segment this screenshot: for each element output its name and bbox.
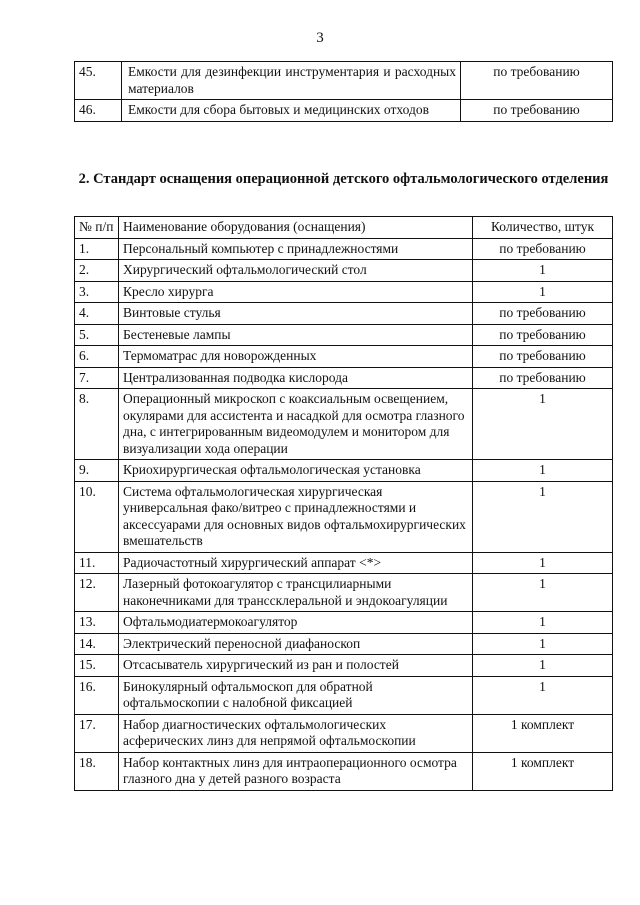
row-quantity: 1: [473, 633, 613, 655]
table-row: [75, 612, 613, 634]
row-name: Бестеневые лампы: [119, 324, 473, 346]
row-quantity: по требованию: [473, 346, 613, 368]
row-quantity: по требованию: [473, 324, 613, 346]
row-quantity: по требованию: [473, 303, 613, 325]
row-number: 45.: [75, 62, 122, 100]
row-name: Набор диагностических офтальмологических асферических линз для непрямой офтальмоскопии: [119, 714, 473, 752]
row-name: Емкости для дезинфекции инструментария и расходных материалов: [122, 62, 461, 100]
row-number: 12.: [75, 574, 119, 612]
row-number: 11.: [75, 552, 119, 574]
row-quantity: по требованию: [473, 367, 613, 389]
table-row: [75, 676, 613, 714]
row-number: 13.: [75, 612, 119, 634]
table-row: [75, 238, 613, 260]
row-name: Набор контактных линз для интраоперационного осмотра глазного дна у детей разного возраста: [119, 752, 473, 790]
header-quantity: Количество, штук: [473, 217, 613, 239]
table-row: [75, 324, 613, 346]
row-quantity: 1: [473, 481, 613, 552]
row-name: Операционный микроскоп с коаксиальным освещением, окулярами для ассистента и насадкой для осмотра глазного дна, с интегрированным видеомодулем и монитором для визуализации хода операции: [119, 389, 473, 460]
row-number: 5.: [75, 324, 119, 346]
row-name: Отсасыватель хирургический из ран и полостей: [119, 655, 473, 677]
row-number: 3.: [75, 281, 119, 303]
row-number: 2.: [75, 260, 119, 282]
row-number: 16.: [75, 676, 119, 714]
row-name: Кресло хирурга: [119, 281, 473, 303]
table-row: [75, 714, 613, 752]
table-row: [75, 481, 613, 552]
row-quantity: по требованию: [461, 62, 613, 100]
row-name: Централизованная подводка кислорода: [119, 367, 473, 389]
table-row: [75, 389, 613, 460]
row-name: Криохирургическая офтальмологическая установка: [119, 460, 473, 482]
table-row: [75, 100, 613, 122]
row-quantity: по требованию: [461, 100, 613, 122]
row-name: Термоматрас для новорожденных: [119, 346, 473, 368]
equipment-table: [74, 216, 613, 791]
table-row: [75, 367, 613, 389]
table-row: [75, 62, 613, 100]
row-number: 7.: [75, 367, 119, 389]
table-row: [75, 346, 613, 368]
row-number: 17.: [75, 714, 119, 752]
table-row: [75, 552, 613, 574]
row-number: 8.: [75, 389, 119, 460]
table-header-row: [75, 217, 613, 239]
table-row: [75, 752, 613, 790]
section-heading: 2. Стандарт оснащения операционной детского офтальмологического отделения: [78, 171, 609, 187]
row-name: Офтальмодиатермокоагулятор: [119, 612, 473, 634]
table-row: [75, 281, 613, 303]
row-name: Персональный компьютер с принадлежностями: [119, 238, 473, 260]
row-name: Бинокулярный офтальмоскоп для обратной офтальмоскопии с налобной фиксацией: [119, 676, 473, 714]
row-quantity: 1 комплект: [473, 714, 613, 752]
table-row: [75, 303, 613, 325]
continuation-table: [74, 61, 613, 122]
row-quantity: 1: [473, 612, 613, 634]
row-quantity: 1 комплект: [473, 752, 613, 790]
table-row: [75, 633, 613, 655]
row-quantity: 1: [473, 460, 613, 482]
row-number: 18.: [75, 752, 119, 790]
row-quantity: 1: [473, 260, 613, 282]
table-row: [75, 574, 613, 612]
row-number: 10.: [75, 481, 119, 552]
row-quantity: 1: [473, 389, 613, 460]
row-quantity: по требованию: [473, 238, 613, 260]
row-quantity: 1: [473, 281, 613, 303]
row-name: Хирургический офтальмологический стол: [119, 260, 473, 282]
row-name: Емкости для сбора бытовых и медицинских отходов: [122, 100, 461, 122]
row-quantity: 1: [473, 574, 613, 612]
row-number: 46.: [75, 100, 122, 122]
row-name: Система офтальмологическая хирургическая универсальная фако/витрео с принадлежностями и аксессуарами для основных видов офтальмохирургических вмешательств: [119, 481, 473, 552]
row-number: 9.: [75, 460, 119, 482]
table-row: [75, 260, 613, 282]
row-quantity: 1: [473, 655, 613, 677]
header-number: № п/п: [75, 217, 119, 239]
row-name: Лазерный фотокоагулятор с трансцилиарными наконечниками для транссклеральной и эндокоагуляции: [119, 574, 473, 612]
row-name: Радиочастотный хирургический аппарат <*>: [119, 552, 473, 574]
row-quantity: 1: [473, 552, 613, 574]
table-row: [75, 655, 613, 677]
row-number: 14.: [75, 633, 119, 655]
table-row: [75, 460, 613, 482]
row-number: 4.: [75, 303, 119, 325]
row-name: Винтовые стулья: [119, 303, 473, 325]
row-quantity: 1: [473, 676, 613, 714]
row-number: 15.: [75, 655, 119, 677]
page-number: 3: [316, 30, 324, 46]
header-name: Наименование оборудования (оснащения): [119, 217, 473, 239]
row-number: 1.: [75, 238, 119, 260]
row-name: Электрический переносной диафаноскоп: [119, 633, 473, 655]
row-number: 6.: [75, 346, 119, 368]
